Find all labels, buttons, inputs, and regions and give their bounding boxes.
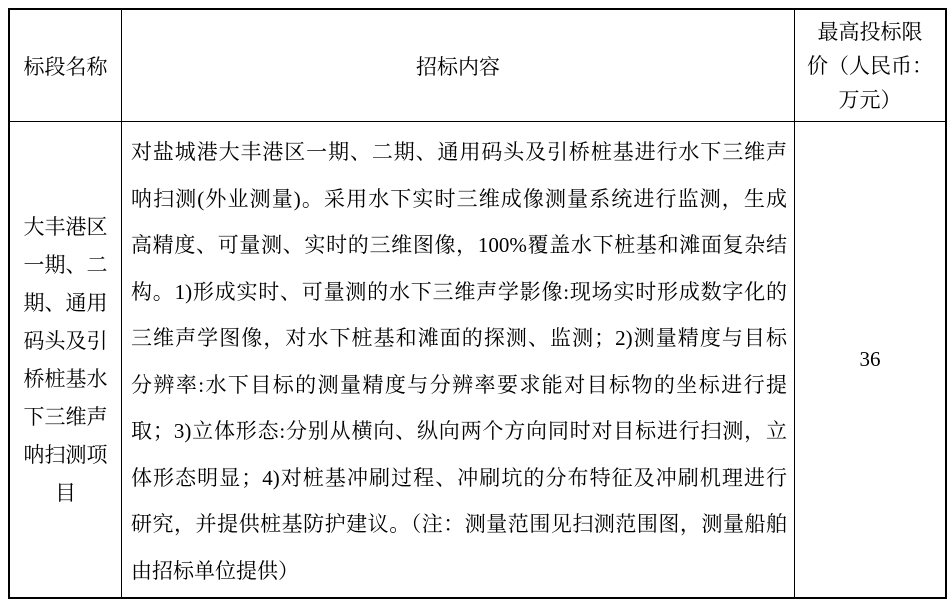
bid-content-line: 体形态明显；4)对桩基冲刷过程、冲刷坑的分布特征及冲刷机理进行 <box>131 465 787 490</box>
header-max-price <box>795 10 945 122</box>
section-name-line: 下三维声 <box>23 404 108 429</box>
bid-content-line: 分辨率:水下目标的测量精度与分辨率要求能对目标物的坐标进行提 <box>131 372 787 397</box>
bid-table <box>8 8 947 599</box>
bid-content-line: 高精度、可量测、实时的三维图像，100%覆盖水下桩基和滩面复杂结 <box>131 233 787 257</box>
cell-bid-content <box>122 122 795 597</box>
header-section-name-label: 标段名称 <box>23 54 108 79</box>
section-name-line: 目 <box>55 480 76 505</box>
header-section-name <box>10 10 122 122</box>
cell-section-name <box>10 122 122 597</box>
max-price-value: 36 <box>859 347 881 371</box>
header-max-price-line: 价（人民币： <box>807 53 933 78</box>
bid-content-line: 由招标单位提供） <box>131 558 299 583</box>
header-bid-content-label: 招标内容 <box>416 54 500 79</box>
cell-max-price <box>795 122 945 597</box>
bid-content-line: 构。1)形成实时、可量测的水下三维声学影像:现场实时形成数字化的 <box>131 279 787 304</box>
bid-content-line: 呐扫测(外业测量)。采用水下实时三维成像测量系统进行监测，生成 <box>131 186 787 211</box>
section-name-line: 桥桩基水 <box>23 366 108 391</box>
section-name-line: 呐扫测项 <box>23 442 108 467</box>
section-name-line: 码头及引 <box>23 328 108 353</box>
section-name-line: 期、通用 <box>23 290 108 315</box>
header-max-price-line: 最高投标限 <box>817 19 923 44</box>
section-name-line: 一期、二 <box>23 252 108 277</box>
bid-content-line: 对盐城港大丰港区一期、二期、通用码头及引桥桩基进行水下三维声 <box>131 140 787 164</box>
bid-content-line: 取；3)立体形态:分别从横向、纵向两个方向同时对目标进行扫测，立 <box>131 419 787 443</box>
header-max-price-line: 万元） <box>838 87 902 112</box>
bid-content-line: 三维声学图像，对水下桩基和滩面的探测、监测；2)测量精度与目标 <box>131 326 787 350</box>
section-name-line: 大丰港区 <box>23 214 108 239</box>
header-bid-content <box>122 10 795 122</box>
bid-content-line: 研究，并提供桩基防护建议。（注：测量范围见扫测范围图，测量船舶 <box>131 512 787 536</box>
